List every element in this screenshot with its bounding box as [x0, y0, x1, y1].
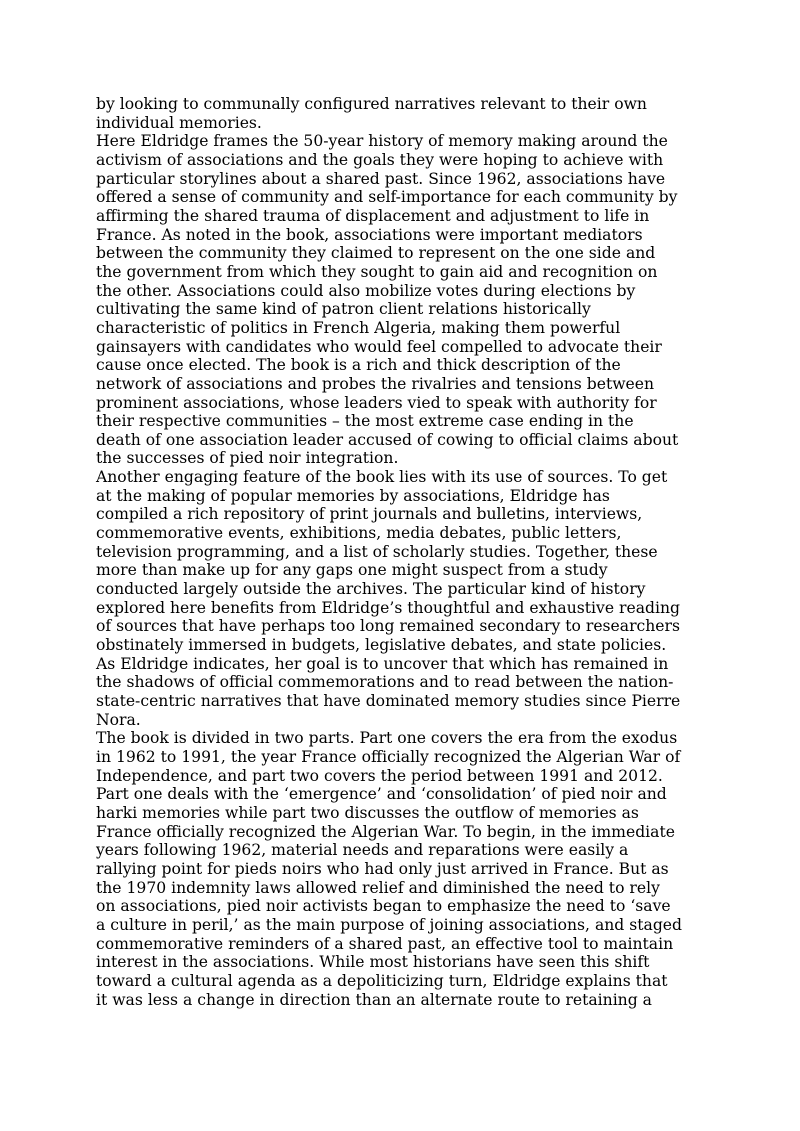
- text-line: the successes of pied noir integration.: [96, 449, 399, 468]
- text-line: more than make up for any gaps one might suspect from a study: [96, 561, 608, 580]
- text-line: interest in the associations. While most historians have seen this shift: [96, 953, 650, 972]
- text-line: state-centric narratives that have dominated memory studies since Pierre: [96, 692, 681, 710]
- text-line: individual memories.: [96, 113, 262, 132]
- text-line: it was less a change in direction than an alternate route to retaining a: [96, 990, 652, 1009]
- text-line: France officially recognized the Algerian War. To begin, in the immediate: [96, 822, 675, 841]
- text-line: rallying point for pieds noirs who had only just arrived in France. But as: [96, 859, 669, 878]
- text-line: harki memories while part two discusses the outflow of memories as: [96, 803, 639, 822]
- text-line: obstinately immersed in budgets, legislative debates, and state policies.: [96, 636, 667, 655]
- text-line: a culture in peril,’ as the main purpose of joining associations, and staged: [96, 915, 683, 934]
- paragraph-intro-continuation: [96, 95, 708, 132]
- text-line: years following 1962, material needs and reparations were easily a: [96, 841, 629, 860]
- text-line: death of one association leader accused of cowing to official claims about: [96, 430, 679, 449]
- text-line: commemorative reminders of a shared past, an effective tool to maintain: [96, 934, 674, 953]
- text-line: prominent associations, whose leaders vied to speak with authority for: [96, 393, 657, 412]
- text-line: Part one deals with the ‘emergence’ and ‘consolidation’ of pied noir and: [96, 785, 667, 804]
- text-line: conducted largely outside the archives. The particular kind of history: [96, 580, 646, 599]
- text-line: the shadows of official commemorations and to read between the nation-: [96, 673, 674, 692]
- text-line: gainsayers with candidates who would feel compelled to advocate their: [96, 337, 662, 356]
- text-line: by looking to communally configured narratives relevant to their own: [96, 95, 647, 113]
- text-line: toward a cultural agenda as a depoliticizing turn, Eldridge explains that: [96, 971, 668, 990]
- text-line: Another engaging feature of the book lies with its use of sources. To get: [96, 468, 668, 487]
- text-line: particular storylines about a shared past. Since 1962, associations have: [96, 169, 666, 188]
- text-line: Here Eldridge frames the 50-year history of memory making around the: [96, 132, 668, 151]
- text-line: Nora.: [96, 710, 141, 729]
- text-line: compiled a rich repository of print journals and bulletins, interviews,: [96, 505, 643, 524]
- text-line: the other. Associations could also mobilize votes during elections by: [96, 281, 636, 300]
- text-line: network of associations and probes the rivalries and tensions between: [96, 374, 655, 393]
- text-line: activism of associations and the goals they were hoping to achieve with: [96, 150, 664, 169]
- text-line: offered a sense of community and self-importance for each community by: [96, 188, 678, 207]
- paragraph-associations: [96, 132, 708, 468]
- text-line: commemorative events, exhibitions, media debates, public letters,: [96, 524, 622, 543]
- text-line: the government from which they sought to gain aid and recognition on: [96, 262, 658, 281]
- text-line: explored here benefits from Eldridge’s thoughtful and exhaustive reading: [96, 598, 680, 617]
- text-line: cultivating the same kind of patron client relations historically: [96, 300, 591, 319]
- text-line: in 1962 to 1991, the year France officially recognized the Algerian War of: [96, 747, 681, 766]
- text-line: their respective communities – the most extreme case ending in the: [96, 412, 634, 431]
- paragraph-sources: [96, 468, 708, 729]
- text-line: As Eldridge indicates, her goal is to uncover that which has remained in: [96, 654, 669, 673]
- text-line: cause once elected. The book is a rich and thick description of the: [96, 356, 621, 375]
- text-line: The book is divided in two parts. Part one covers the era from the exodus: [96, 729, 678, 748]
- text-line: between the community they claimed to represent on the one side and: [96, 244, 656, 263]
- text-line: at the making of popular memories by associations, Eldridge has: [96, 486, 610, 505]
- text-line: Independence, and part two covers the period between 1991 and 2012.: [96, 766, 663, 785]
- text-line: affirming the shared trauma of displacement and adjustment to life in: [96, 206, 650, 225]
- text-line: of sources that have perhaps too long remained secondary to researchers: [96, 617, 680, 636]
- text-line: France. As noted in the book, associations were important mediators: [96, 225, 643, 244]
- text-line: the 1970 indemnity laws allowed relief and diminished the need to rely: [96, 878, 660, 897]
- paragraph-structure: [96, 729, 708, 1009]
- text-line: television programming, and a list of scholarly studies. Together, these: [96, 542, 658, 561]
- text-line: on associations, pied noir activists began to emphasize the need to ‘save: [96, 897, 671, 916]
- text-line: characteristic of politics in French Algeria, making them powerful: [96, 318, 621, 337]
- document-page: [96, 95, 708, 1009]
